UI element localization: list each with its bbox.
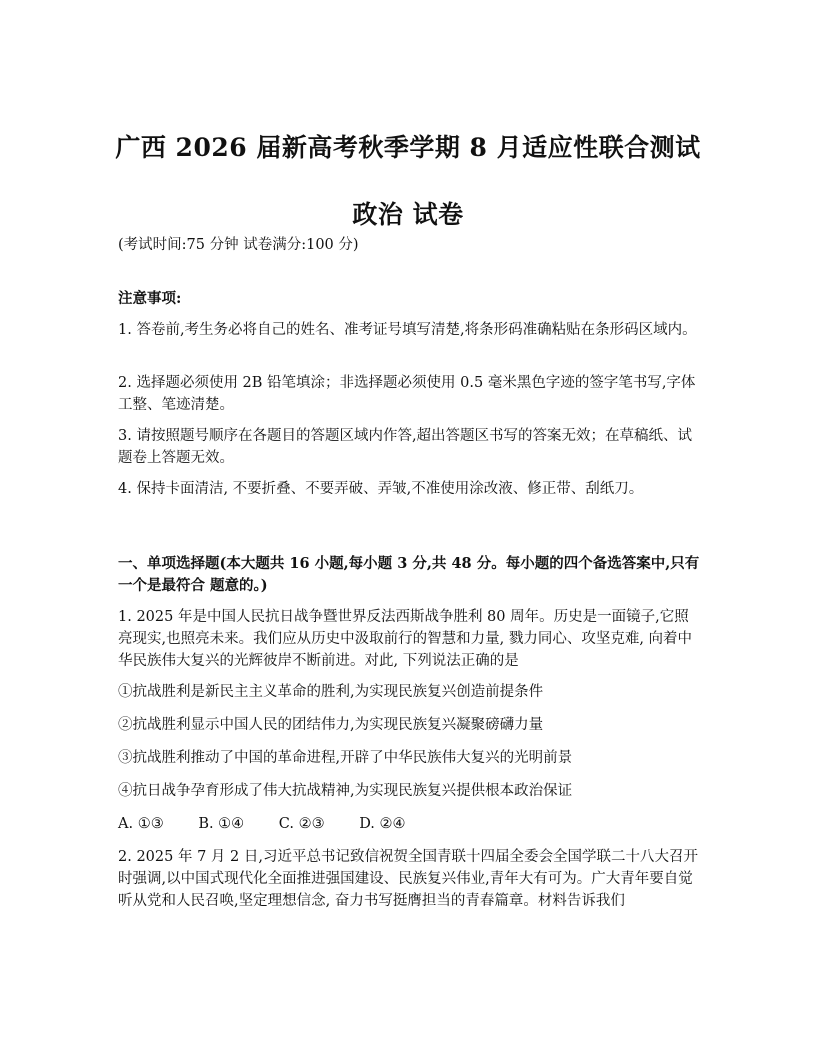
exam-time-and-score: (考试时间:75 分钟 试卷满分:100 分) <box>118 237 359 253</box>
notice-item-4: 4. 保持卡面清洁, 不要折叠、不要弄破、弄皱,不准使用涂改液、修正带、刮纸刀。 <box>118 481 644 497</box>
question-1-statement-2: ②抗战胜利显示中国人民的团结伟力,为实现民族复兴凝聚磅礴力量 <box>118 717 544 733</box>
question-1-stem: 1. 2025 年是中国人民抗日战争暨世界反法西斯战争胜利 80 周年。历史是一面镜子,它照亮现实,也照亮未来。我们应从历史中汲取前行的智慧和力量, 戮力同心、攻坚克难, 向着中华民族伟大复兴的光辉彼岸不断前进。对此, 下列说法正确的是 <box>118 609 693 669</box>
exam-subject-title: 政治 试卷 <box>352 200 464 229</box>
answer-choice-a: A. ①③ <box>118 816 164 832</box>
question-1-statement-1: ①抗战胜利是新民主主义革命的胜利,为实现民族复兴创造前提条件 <box>118 684 544 700</box>
question-1-statement-3: ③抗战胜利推动了中国的革命进程,开辟了中华民族伟大复兴的光明前景 <box>118 750 573 766</box>
question-2-stem: 2. 2025 年 7 月 2 日,习近平总书记致信祝贺全国青联十四届全委会全国学联二十八大召开时强调,以中国式现代化全面推进强国建设、民族复兴伟业,青年大有可为。广大青年要自觉听从党和人民召唤,坚定理想信念, 奋力书写挺膺担当的青春篇章。材料告诉我们 <box>118 849 698 909</box>
answer-choice-c: C. ②③ <box>278 816 325 832</box>
notice-heading: 注意事项: <box>118 290 182 307</box>
question-1-statement-4: ④抗日战争孕育形成了伟大抗战精神,为实现民族复兴提供根本政治保证 <box>118 783 573 799</box>
notice-item-3: 3. 请按照题号顺序在各题目的答题区域内作答,超出答题区书写的答案无效；在草稿纸、试题卷上答题无效。 <box>118 428 693 466</box>
question-1-answer-choices <box>118 813 700 835</box>
notice-item-1: 1. 答卷前,考生务必将自己的姓名、准考证号填写清楚,将条形码准确粘贴在条形码区域内。 <box>118 322 697 338</box>
answer-choice-b: B. ①④ <box>198 816 245 832</box>
notice-item-2: 2. 选择题必须使用 2B 铅笔填涂；非选择题必须使用 0.5 毫米黑色字迹的签字笔书写,字体工整、笔迹清楚。 <box>118 375 696 413</box>
exam-title: 广西 2026 届新高考秋季学期 8 月适应性联合测试 <box>115 133 701 162</box>
answer-choice-d: D. ②④ <box>359 816 406 832</box>
section-heading: 一、单项选择题(本大题共 16 小题,每小题 3 分,共 48 分。每小题的四个备选答案中,只有一个是最符合 题意的。) <box>118 555 700 594</box>
